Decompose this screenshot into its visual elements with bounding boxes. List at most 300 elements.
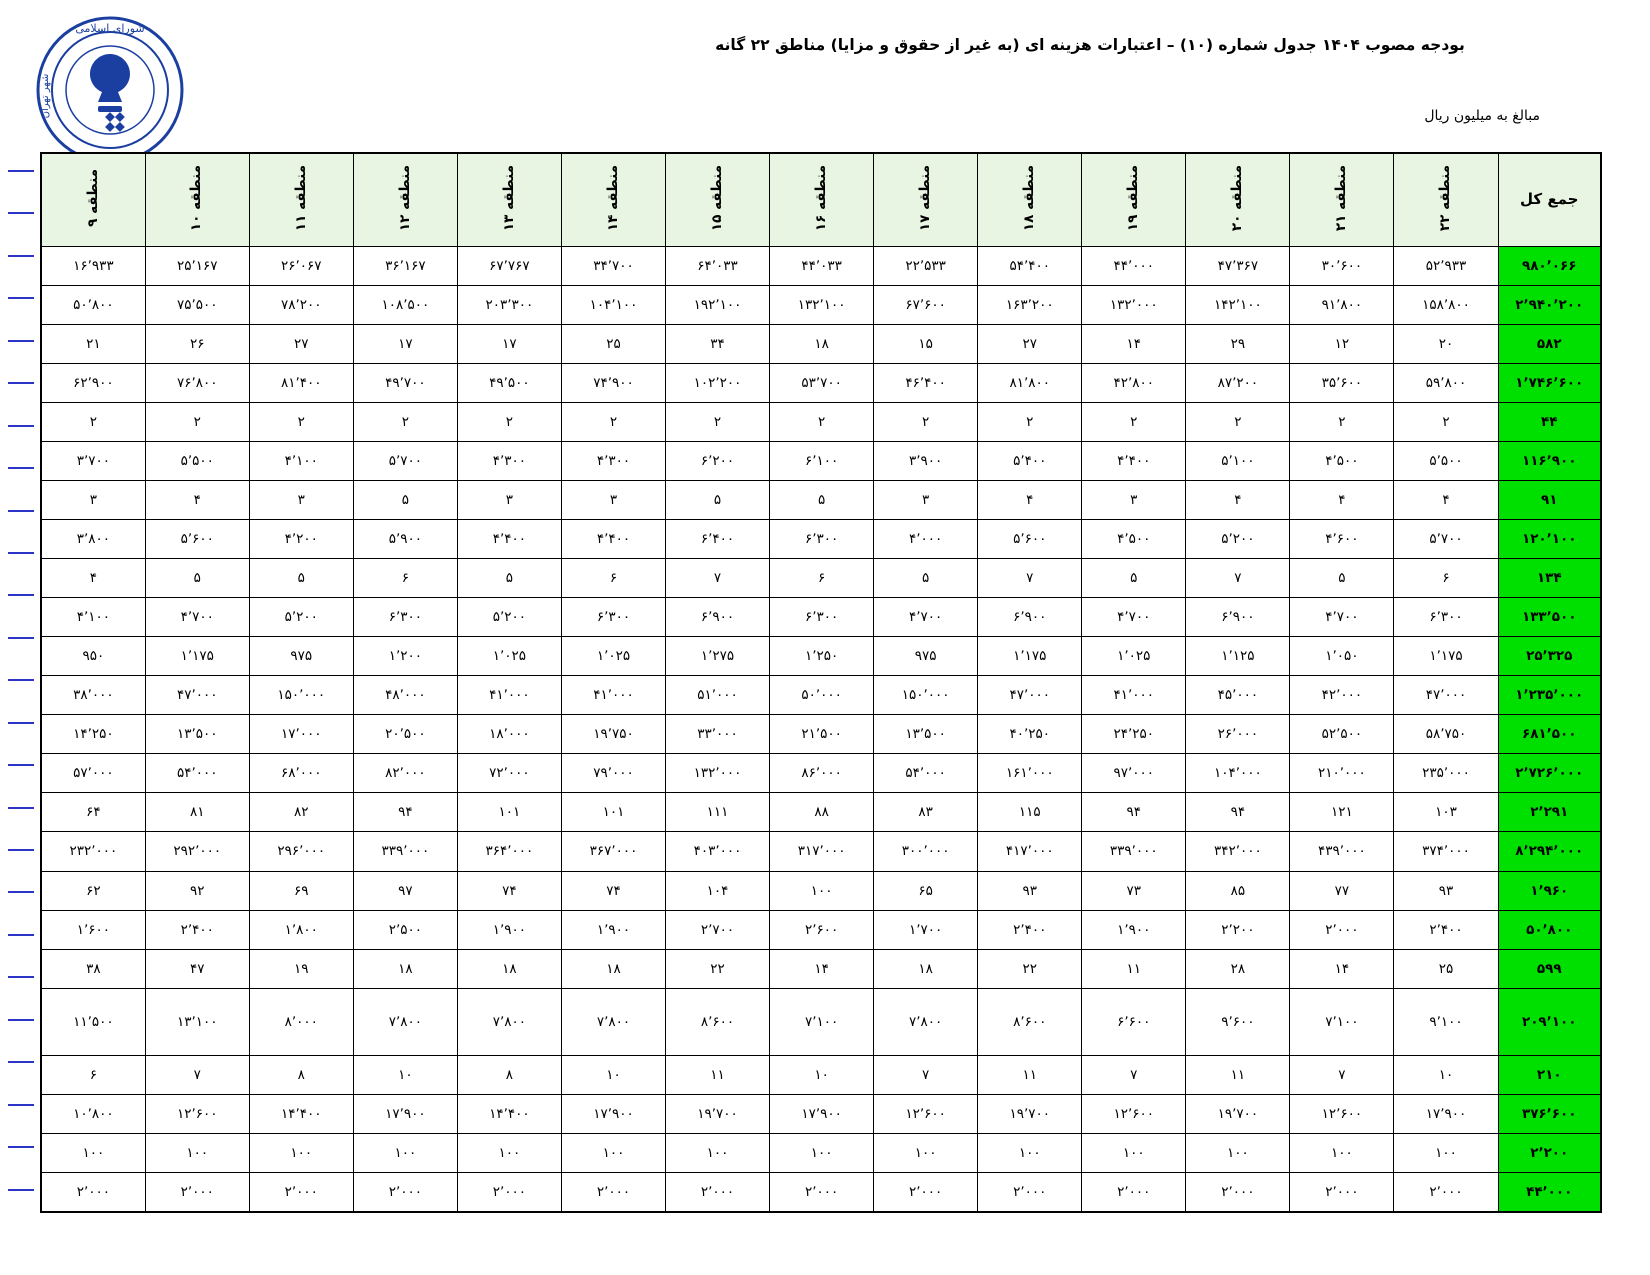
table-row [41,832,1601,871]
data-cell: ۳۱۷٬۰۰۰ [770,832,874,871]
data-cell: ۴٬۰۰۰ [874,520,978,559]
data-cell: ۸۱٬۴۰۰ [249,364,353,403]
data-cell: ۵۸٬۷۵۰ [1394,715,1498,754]
data-cell: ۳٬۷۰۰ [41,442,145,481]
data-cell: ۶٬۴۰۰ [666,520,770,559]
data-cell: ۲٬۰۰۰ [1186,1173,1290,1212]
data-cell: ۹۴ [353,793,457,832]
table-row [41,520,1601,559]
table-row [41,364,1601,403]
total-cell: ۱۳۴ [1498,559,1601,598]
column-header-label: منطقه ۱۷ [916,164,933,232]
data-cell: ۹٬۶۰۰ [1186,988,1290,1056]
data-cell: ۴۷٬۳۶۷ [1186,247,1290,286]
table-row [41,1095,1601,1134]
data-cell: ۷٬۸۰۰ [561,988,665,1056]
data-cell: ۵۴٬۴۰۰ [978,247,1082,286]
data-cell: ۷۲٬۰۰۰ [457,754,561,793]
data-cell: ۵ [457,559,561,598]
data-cell: ۲٬۰۰۰ [1394,1173,1498,1212]
data-cell: ۲۵٬۱۶۷ [145,247,249,286]
data-cell: ۸ [249,1056,353,1095]
data-cell: ۱٬۱۷۵ [145,637,249,676]
data-cell: ۲٬۴۰۰ [978,910,1082,949]
data-cell: ۷ [666,559,770,598]
data-cell: ۵۱٬۰۰۰ [666,676,770,715]
data-cell: ۲۴٬۲۵۰ [1082,715,1186,754]
data-cell: ۱۱٬۵۰۰ [41,988,145,1056]
data-cell: ۲۱٬۵۰۰ [770,715,874,754]
data-cell: ۶۲ [41,871,145,910]
edge-mark [8,297,34,299]
data-cell: ۱٬۲۷۵ [666,637,770,676]
data-cell: ۴۷ [145,949,249,988]
data-cell: ۱۲٬۶۰۰ [1290,1095,1394,1134]
data-cell: ۵ [874,559,978,598]
data-cell: ۷٬۸۰۰ [874,988,978,1056]
data-cell: ۵ [353,481,457,520]
data-cell: ۳۳۹٬۰۰۰ [353,832,457,871]
data-cell: ۹۷۵ [249,637,353,676]
data-cell: ۳۳۹٬۰۰۰ [1082,832,1186,871]
total-cell: ۱۱۶٬۹۰۰ [1498,442,1601,481]
data-cell: ۵۴٬۰۰۰ [145,754,249,793]
data-cell: ۱۳٬۱۰۰ [145,988,249,1056]
budget-table-container [40,152,1602,1213]
data-cell: ۴ [1186,481,1290,520]
data-cell: ۱۷ [353,325,457,364]
data-cell: ۴٬۴۰۰ [1082,442,1186,481]
data-cell: ۸۱٬۸۰۰ [978,364,1082,403]
data-cell: ۴۰٬۲۵۰ [978,715,1082,754]
data-cell: ۲۳۲٬۰۰۰ [41,832,145,871]
data-cell: ۵۴٬۰۰۰ [874,754,978,793]
data-cell: ۳ [1082,481,1186,520]
data-cell: ۴۱۷٬۰۰۰ [978,832,1082,871]
data-cell: ۲۷ [249,325,353,364]
column-header-label: منطقه ۱۵ [708,164,725,232]
data-cell: ۱٬۹۰۰ [457,910,561,949]
column-header-region-12 [249,153,353,247]
total-cell: ۲۵٬۳۲۵ [1498,637,1601,676]
data-cell: ۱٬۶۰۰ [41,910,145,949]
total-cell: ۲٬۲۹۱ [1498,793,1601,832]
table-row [41,247,1601,286]
data-cell: ۸۷٬۲۰۰ [1186,364,1290,403]
data-cell: ۷۳ [1082,871,1186,910]
data-cell: ۳۸ [41,949,145,988]
budget-table [40,152,1602,1213]
table-row [41,988,1601,1056]
data-cell: ۴۱٬۰۰۰ [457,676,561,715]
data-cell: ۷ [978,559,1082,598]
data-cell: ۴٬۷۰۰ [1290,598,1394,637]
table-row [41,793,1601,832]
total-cell: ۵۰٬۸۰۰ [1498,910,1601,949]
data-cell: ۱۴ [770,949,874,988]
edge-mark [8,1061,34,1063]
data-cell: ۱۰۰ [874,1134,978,1173]
column-header-region-2 [1290,153,1394,247]
units-note: مبالغ به میلیون ریال [1424,108,1540,124]
data-cell: ۴۵٬۰۰۰ [1186,676,1290,715]
data-cell: ۲۰۳٬۳۰۰ [457,286,561,325]
data-cell: ۱۶٬۹۳۳ [41,247,145,286]
data-cell: ۳٬۸۰۰ [41,520,145,559]
data-cell: ۵۹٬۸۰۰ [1394,364,1498,403]
data-cell: ۵٬۷۰۰ [1394,520,1498,559]
data-cell: ۲۹ [1186,325,1290,364]
data-cell: ۲ [978,403,1082,442]
edge-mark [8,1104,34,1106]
data-cell: ۱۰۰ [249,1134,353,1173]
data-cell: ۳۰٬۶۰۰ [1290,247,1394,286]
data-cell: ۹۷ [353,871,457,910]
data-cell: ۸۶٬۰۰۰ [770,754,874,793]
table-row [41,676,1601,715]
data-cell: ۶۴٬۰۳۳ [666,247,770,286]
column-header-label: منطقه ۱۶ [812,164,829,232]
edge-mark [8,467,34,469]
data-cell: ۴٬۵۰۰ [1082,520,1186,559]
data-cell: ۸۵ [1186,871,1290,910]
edge-mark [8,1146,34,1148]
data-cell: ۱۹٬۷۵۰ [561,715,665,754]
edge-mark [8,340,34,342]
column-header-label: منطقه ۱۰ [188,164,205,232]
data-cell: ۸٬۰۰۰ [249,988,353,1056]
column-header-label: منطقه ۹ [84,169,101,227]
data-cell: ۲٬۰۰۰ [770,1173,874,1212]
data-cell: ۷۴٬۹۰۰ [561,364,665,403]
data-cell: ۷۴ [561,871,665,910]
data-cell: ۲۶٬۰۶۷ [249,247,353,286]
data-cell: ۴٬۱۰۰ [41,598,145,637]
data-cell: ۱۱ [1082,949,1186,988]
data-cell: ۴٬۳۰۰ [457,442,561,481]
data-cell: ۳۷۴٬۰۰۰ [1394,832,1498,871]
data-cell: ۲٬۵۰۰ [353,910,457,949]
data-cell: ۱٬۲۵۰ [770,637,874,676]
column-header-region-10 [457,153,561,247]
data-cell: ۲۰٬۵۰۰ [353,715,457,754]
data-cell: ۶ [353,559,457,598]
data-cell: ۱۳۲٬۱۰۰ [770,286,874,325]
data-cell: ۸۳ [874,793,978,832]
data-cell: ۲٬۴۰۰ [1394,910,1498,949]
table-row [41,637,1601,676]
data-cell: ۶۲٬۹۰۰ [41,364,145,403]
data-cell: ۱۴٬۴۰۰ [249,1095,353,1134]
data-cell: ۱۸ [770,325,874,364]
data-cell: ۹۷٬۰۰۰ [1082,754,1186,793]
data-cell: ۴۴٬۰۰۰ [1082,247,1186,286]
table-row [41,1056,1601,1095]
data-cell: ۱۰٬۸۰۰ [41,1095,145,1134]
data-cell: ۱۰۰ [666,1134,770,1173]
seal-text-line2: شهر تهران [40,73,51,119]
total-cell: ۹۱ [1498,481,1601,520]
edge-mark [8,382,34,384]
data-cell: ۱۶۱٬۰۰۰ [978,754,1082,793]
data-cell: ۴٬۵۰۰ [1290,442,1394,481]
data-cell: ۲٬۷۰۰ [666,910,770,949]
column-header-region-6 [874,153,978,247]
data-cell: ۶٬۳۰۰ [561,598,665,637]
data-cell: ۴٬۱۰۰ [249,442,353,481]
edge-mark [8,255,34,257]
table-header-row [41,153,1601,247]
data-cell: ۴٬۶۰۰ [1290,520,1394,559]
data-cell: ۳۸٬۰۰۰ [41,676,145,715]
data-cell: ۱۲٬۶۰۰ [145,1095,249,1134]
data-cell: ۵٬۴۰۰ [978,442,1082,481]
table-row [41,1134,1601,1173]
data-cell: ۴ [1394,481,1498,520]
data-cell: ۲ [770,403,874,442]
data-cell: ۲٬۰۰۰ [978,1173,1082,1212]
data-cell: ۵۳٬۷۰۰ [770,364,874,403]
data-cell: ۸٬۶۰۰ [978,988,1082,1056]
data-cell: ۶٬۱۰۰ [770,442,874,481]
data-cell: ۱۲۱ [1290,793,1394,832]
data-cell: ۱۰۱ [561,793,665,832]
data-cell: ۱۰۰ [978,1134,1082,1173]
data-cell: ۱۰۸٬۵۰۰ [353,286,457,325]
total-cell: ۱۳۳٬۵۰۰ [1498,598,1601,637]
data-cell: ۱٬۰۵۰ [1290,637,1394,676]
data-cell: ۴۷٬۰۰۰ [978,676,1082,715]
data-cell: ۶۴ [41,793,145,832]
column-header-region-4 [1082,153,1186,247]
total-cell: ۵۹۹ [1498,949,1601,988]
data-cell: ۱۲ [1290,325,1394,364]
column-header-label: منطقه ۱۸ [1020,164,1037,232]
data-cell: ۱۸ [561,949,665,988]
column-header-label: منطقه ۱۳ [500,164,517,232]
data-cell: ۴۰۳٬۰۰۰ [666,832,770,871]
data-cell: ۱٬۰۲۵ [1082,637,1186,676]
data-cell: ۴ [1290,481,1394,520]
data-cell: ۳ [874,481,978,520]
edge-mark [8,212,34,214]
data-cell: ۶٬۳۰۰ [770,520,874,559]
data-cell: ۲٬۰۰۰ [353,1173,457,1212]
data-cell: ۸٬۶۰۰ [666,988,770,1056]
data-cell: ۶۸٬۰۰۰ [249,754,353,793]
data-cell: ۱۰۴٬۱۰۰ [561,286,665,325]
data-cell: ۱٬۰۲۵ [457,637,561,676]
data-cell: ۴٬۷۰۰ [1082,598,1186,637]
data-cell: ۱۰۳ [1394,793,1498,832]
data-cell: ۲ [1186,403,1290,442]
data-cell: ۲ [1082,403,1186,442]
edge-mark [8,1019,34,1021]
data-cell: ۱۰۰ [561,1134,665,1173]
data-cell: ۳۶۴٬۰۰۰ [457,832,561,871]
data-cell: ۹٬۱۰۰ [1394,988,1498,1056]
data-cell: ۸۸ [770,793,874,832]
data-cell: ۲ [874,403,978,442]
table-row [41,871,1601,910]
data-cell: ۱۰۰ [770,871,874,910]
data-cell: ۴٬۴۰۰ [457,520,561,559]
data-cell: ۷ [145,1056,249,1095]
data-cell: ۹۷۵ [874,637,978,676]
column-header-region-7 [770,153,874,247]
data-cell: ۵ [770,481,874,520]
total-cell: ۱٬۷۴۶٬۶۰۰ [1498,364,1601,403]
data-cell: ۷٬۸۰۰ [353,988,457,1056]
data-cell: ۱۵۰٬۰۰۰ [874,676,978,715]
data-cell: ۲۸ [1186,949,1290,988]
data-cell: ۴ [145,481,249,520]
data-cell: ۳۳٬۰۰۰ [666,715,770,754]
data-cell: ۱۹٬۷۰۰ [978,1095,1082,1134]
data-cell: ۹۴ [1082,793,1186,832]
data-cell: ۷۷ [1290,871,1394,910]
data-cell: ۱۲٬۶۰۰ [1082,1095,1186,1134]
column-header-total [1498,153,1601,247]
data-cell: ۲ [145,403,249,442]
data-cell: ۵٬۱۰۰ [1186,442,1290,481]
data-cell: ۱۸٬۰۰۰ [457,715,561,754]
data-cell: ۵٬۲۰۰ [1186,520,1290,559]
total-cell: ۱٬۹۶۰ [1498,871,1601,910]
data-cell: ۲٬۰۰۰ [249,1173,353,1212]
edge-mark [8,637,34,639]
table-row [41,1173,1601,1212]
edge-mark [8,594,34,596]
data-cell: ۴۹٬۵۰۰ [457,364,561,403]
data-cell: ۱۸ [457,949,561,988]
official-seal [30,10,190,170]
seal-text-line1: شورای اسلامی [75,22,145,35]
data-cell: ۴۴٬۰۳۳ [770,247,874,286]
data-cell: ۶۹ [249,871,353,910]
data-cell: ۳٬۹۰۰ [874,442,978,481]
data-cell: ۲ [41,403,145,442]
data-cell: ۷٬۱۰۰ [770,988,874,1056]
column-header-region-8 [666,153,770,247]
data-cell: ۱۰ [561,1056,665,1095]
data-cell: ۱۹٬۷۰۰ [1186,1095,1290,1134]
table-row [41,403,1601,442]
total-cell: ۴۴٬۰۰۰ [1498,1173,1601,1212]
data-cell: ۴۲٬۰۰۰ [1290,676,1394,715]
data-cell: ۲۷ [978,325,1082,364]
data-cell: ۱۰۰ [1082,1134,1186,1173]
data-cell: ۴٬۷۰۰ [874,598,978,637]
data-cell: ۱۰۰ [145,1134,249,1173]
data-cell: ۳ [41,481,145,520]
data-cell: ۶٬۳۰۰ [770,598,874,637]
scanner-edge-marks [8,152,34,1213]
data-cell: ۱۰۰ [41,1134,145,1173]
data-cell: ۱۱۵ [978,793,1082,832]
data-cell: ۶٬۲۰۰ [666,442,770,481]
data-cell: ۴ [41,559,145,598]
data-cell: ۸۲٬۰۰۰ [353,754,457,793]
data-cell: ۲٬۰۰۰ [1290,910,1394,949]
data-cell: ۵٬۵۰۰ [145,442,249,481]
data-cell: ۵٬۷۰۰ [353,442,457,481]
column-header-region-3 [1186,153,1290,247]
data-cell: ۴۱٬۰۰۰ [1082,676,1186,715]
total-cell: ۵۸۲ [1498,325,1601,364]
data-cell: ۴۶٬۴۰۰ [874,364,978,403]
data-cell: ۲۰ [1394,325,1498,364]
data-cell: ۱۰۲٬۲۰۰ [666,364,770,403]
data-cell: ۳۵٬۶۰۰ [1290,364,1394,403]
data-cell: ۲ [1394,403,1498,442]
table-row [41,949,1601,988]
data-cell: ۱٬۹۰۰ [1082,910,1186,949]
data-cell: ۹۳ [1394,871,1498,910]
data-cell: ۴۷٬۰۰۰ [1394,676,1498,715]
data-cell: ۷۹٬۰۰۰ [561,754,665,793]
data-cell: ۱۴ [1082,325,1186,364]
data-cell: ۴٬۳۰۰ [561,442,665,481]
data-cell: ۱۸ [353,949,457,988]
total-cell: ۲٬۹۴۰٬۲۰۰ [1498,286,1601,325]
data-cell: ۴۳۹٬۰۰۰ [1290,832,1394,871]
data-cell: ۶۷٬۷۶۷ [457,247,561,286]
data-cell: ۵٬۲۰۰ [249,598,353,637]
total-cell: ۹۸۰٬۰۶۶ [1498,247,1601,286]
data-cell: ۳۴۲٬۰۰۰ [1186,832,1290,871]
column-header-label: منطقه ۲۱ [1333,164,1350,232]
data-cell: ۱۷٬۹۰۰ [353,1095,457,1134]
data-cell: ۷٬۱۰۰ [1290,988,1394,1056]
column-header-label: منطقه ۲۰ [1229,164,1246,232]
page-title: بودجه مصوب ۱۴۰۴ جدول شماره (۱۰) – اعتبارات هزینه ای (به غیر از حقوق و مزایا) مناطق ۲۲ گانه [715,36,1465,54]
data-cell: ۲۱ [41,325,145,364]
edge-mark [8,722,34,724]
data-cell: ۲۱۰٬۰۰۰ [1290,754,1394,793]
data-cell: ۱۷ [457,325,561,364]
data-cell: ۱٬۸۰۰ [249,910,353,949]
data-cell: ۴٬۷۰۰ [145,598,249,637]
data-cell: ۱۷٬۹۰۰ [770,1095,874,1134]
data-cell: ۱۰۰ [353,1134,457,1173]
data-cell: ۲٬۰۰۰ [457,1173,561,1212]
data-cell: ۲٬۶۰۰ [770,910,874,949]
data-cell: ۱۶۳٬۲۰۰ [978,286,1082,325]
data-cell: ۱۰۰ [1186,1134,1290,1173]
data-cell: ۱۰ [1394,1056,1498,1095]
data-cell: ۱۴۲٬۱۰۰ [1186,286,1290,325]
data-cell: ۱۵ [874,325,978,364]
edge-mark [8,1189,34,1191]
data-cell: ۳۴ [666,325,770,364]
table-row [41,598,1601,637]
total-cell: ۶۸۱٬۵۰۰ [1498,715,1601,754]
data-cell: ۲٬۰۰۰ [145,1173,249,1212]
data-cell: ۷ [1186,559,1290,598]
data-cell: ۲۶ [145,325,249,364]
data-cell: ۵ [145,559,249,598]
data-cell: ۹۳ [978,871,1082,910]
data-cell: ۲٬۴۰۰ [145,910,249,949]
table-row [41,442,1601,481]
data-cell: ۵ [1082,559,1186,598]
data-cell: ۲٬۲۰۰ [1186,910,1290,949]
data-cell: ۵۰٬۸۰۰ [41,286,145,325]
data-cell: ۲ [666,403,770,442]
data-cell: ۶٬۹۰۰ [978,598,1082,637]
data-cell: ۱٬۱۷۵ [978,637,1082,676]
